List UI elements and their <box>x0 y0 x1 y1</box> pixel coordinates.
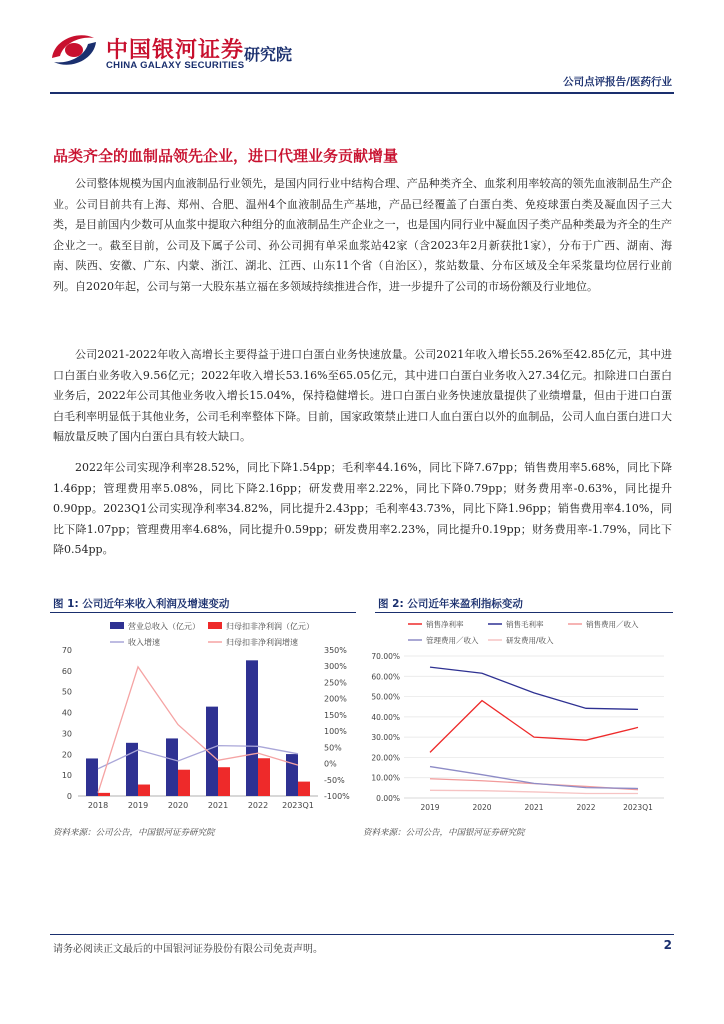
x-tick-label: 2023Q1 <box>282 801 314 810</box>
y-tick-label: 20.00% <box>371 753 400 763</box>
y-left-tick-label: 50 <box>61 687 72 697</box>
x-tick-label: 2020 <box>472 803 492 812</box>
legend-label-revenue-growth: 收入增速 <box>128 638 160 647</box>
legend-label: 管理费用／收入 <box>426 636 479 645</box>
x-tick-label: 2021 <box>207 801 229 810</box>
y-right-tick-label: -100% <box>324 792 350 801</box>
bar-revenue <box>286 754 298 796</box>
y-left-tick-label: 20 <box>61 750 72 760</box>
header-rule <box>50 92 674 94</box>
y-left-tick-label: 10 <box>61 771 72 781</box>
y-tick-label: 40.00% <box>371 712 400 722</box>
line-series <box>430 790 638 793</box>
x-tick-label: 2019 <box>127 801 149 810</box>
y-left-tick-label: 70 <box>61 646 72 655</box>
y-tick-label: 60.00% <box>371 672 400 682</box>
y-right-tick-label: 0% <box>324 759 337 769</box>
chart2-legend <box>408 619 639 645</box>
figure1-source: 资料来源：公司公告，中国银河证券研究院 <box>53 828 215 838</box>
y-right-tick-label: -50% <box>324 775 345 785</box>
y-tick-label: 0.00% <box>376 794 400 803</box>
y-tick-label: 50.00% <box>371 692 400 702</box>
x-tick-label: 2020 <box>167 801 189 810</box>
footer-rule <box>50 934 674 935</box>
figure1-chart <box>50 614 360 820</box>
legend-swatch-revenue <box>110 622 124 629</box>
report-type: 公司点评报告/医药行业 <box>563 76 672 88</box>
x-tick-label: 2018 <box>87 801 109 810</box>
y-left-tick-label: 0 <box>66 792 72 801</box>
galaxy-logo-icon <box>48 28 100 72</box>
figure2-chart <box>368 614 674 820</box>
brand-name-en: CHINA GALAXY SECURITIES <box>106 60 245 71</box>
legend-label-profit-growth: 归母扣非净利润增速 <box>226 638 298 647</box>
legend-label: 销售费用／收入 <box>586 620 639 629</box>
figure1-rule <box>50 612 356 613</box>
y-right-tick-label: 50% <box>324 743 342 753</box>
figure2-title: 图 2: 公司近年来盈利指标变动 <box>378 598 523 610</box>
bar-net-profit <box>178 770 190 796</box>
x-tick-label: 2021 <box>524 803 544 812</box>
y-left-tick-label: 40 <box>61 708 72 718</box>
legend-label: 研发费用/收入 <box>506 636 554 645</box>
y-right-tick-label: 150% <box>324 710 347 720</box>
figure1-title: 图 1: 公司近年来收入利润及增速变动 <box>53 598 230 610</box>
paragraph-1: 公司整体规模为国内血液制品行业领先，是国内同行业中结构合理、产品种类齐全、血浆利用率较高的领先血液制品生产企业。公司目前共有上海、郑州、合肥、温州4个血液制品生产基地，产品已经覆盖了白蛋白类、免疫球蛋白类及凝血因子三大类，是目前国内少数可从血浆中提取六种组分的血液制品生产企业之一，也是国内同行业中凝血因子类产品种类最为齐全的生产企业之一。截至目前，公司及下属子公司、孙公司拥有单采血浆站42家（含2023年2月新获批1家），分布于广西、湖南、海南、陕西、安徽、广东、内蒙、浙江、湖北、江西、山东11个省（自治区），浆站数量、分布区域及全年采浆量均位居行业前列。自2020年起，公司与第一大股东基立福在多领域持续推进合作，进一步提升了公司的市场份额及行业地位。 <box>53 177 672 293</box>
bar-net-profit <box>138 785 150 796</box>
legend-swatch-profit <box>208 622 222 629</box>
brand-name-cn: 中国银河证券 <box>106 38 245 63</box>
line-series <box>430 667 638 709</box>
bar-net-profit <box>258 758 270 796</box>
y-left-tick-label: 30 <box>61 729 72 739</box>
figure2-rule <box>375 612 673 613</box>
x-tick-label: 2019 <box>420 803 440 812</box>
x-tick-label: 2022 <box>247 801 269 810</box>
y-left-tick-label: 60 <box>61 666 72 676</box>
paragraph-3: 2022年公司实现净利率28.52%，同比下降1.54pp；毛利率44.16%，同比下降7.67pp；销售费用率5.68%，同比下降1.46pp；管理费用率5.08%，同比下降2.16pp；研发费用率2.22%，同比下降0.79pp；财务费用率-0.63%，同比提升0.90pp。2023Q1公司实现净利率34.82%，同比提升2.43pp；毛利率43.73%，同比下降1.96pp；销售费用率4.10%，同比下降1.07pp；管理费用率4.68%，同比提升0.59pp；研发费用率2.23%，同比提升0.19pp；财务费用率-1.79%，同比下降0.54pp。 <box>53 461 672 556</box>
bar-revenue <box>166 738 178 796</box>
section-title: 品类齐全的血制品领先企业，进口代理业务贡献增量 <box>53 147 399 165</box>
x-tick-label: 2023Q1 <box>623 803 653 812</box>
bar-revenue <box>246 660 258 796</box>
brand-institute: 研究院 <box>244 45 293 64</box>
x-tick-label: 2022 <box>576 803 596 812</box>
bar-net-profit <box>218 767 230 796</box>
bar-net-profit <box>98 793 110 796</box>
legend-label-revenue: 营业总收入（亿元） <box>128 622 200 631</box>
y-right-tick-label: 250% <box>324 678 347 688</box>
y-right-tick-label: 350% <box>324 646 347 655</box>
legend-label: 销售净利率 <box>426 620 464 629</box>
y-tick-label: 70.00% <box>371 652 400 661</box>
bar-revenue <box>86 758 98 796</box>
page-number: 2 <box>663 938 672 952</box>
figure2-source: 资料来源：公司公告，中国银河证券研究院 <box>363 828 525 838</box>
y-right-tick-label: 300% <box>324 662 347 672</box>
paragraph-2: 公司2021-2022年收入高增长主要得益于进口白蛋白业务快速放量。公司2021年收入增长55.26%至42.85亿元，其中进口白蛋白业务收入9.56亿元；2022年收入增长53.16%至65.05亿元，其中进口白蛋白业务收入27.34亿元。扣除进口白蛋白业务后，2022年公司其他业务收入增长15.04%，保持稳健增长。进口白蛋白业务快速放量提供了业绩增量，但由于进口白蛋白毛利率明显低于其他业务，公司毛利率整体下降。目前，国家政策禁止进口人血白蛋白以外的血制品，公司人血白蛋白进口大幅放量反映了国内白蛋白具有较大缺口。 <box>53 348 672 443</box>
y-tick-label: 10.00% <box>371 773 400 783</box>
y-right-tick-label: 100% <box>324 727 347 737</box>
footer-disclaimer: 请务必阅读正文最后的中国银河证券股份有限公司免责声明。 <box>53 944 323 955</box>
legend-label: 销售毛利率 <box>506 620 544 629</box>
legend-label-profit: 归母扣非净利润（亿元） <box>226 622 314 631</box>
y-tick-label: 30.00% <box>371 733 400 743</box>
chart1-legend <box>110 621 314 647</box>
bar-net-profit <box>298 782 310 796</box>
y-right-tick-label: 200% <box>324 694 347 704</box>
